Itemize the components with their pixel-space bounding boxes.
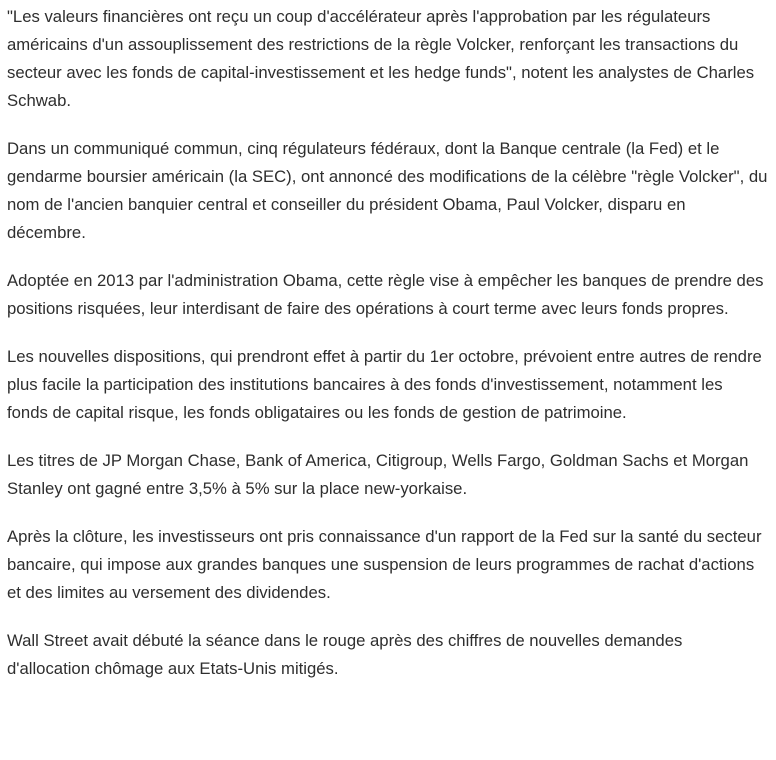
paragraph-6: Après la clôture, les investisseurs ont pris connaissance d'un rapport de la Fed sur la santé du secteur bancaire, qui impose aux grandes banques une suspension de leurs programmes de rachat d'actions et des limites au versement des dividendes.: [7, 527, 762, 602]
paragraph-4: Les nouvelles dispositions, qui prendront effet à partir du 1er octobre, prévoient entre autres de rendre plus facile la participation des institutions bancaires à des fonds d'investissement, notamment les fonds de capital risque, les fonds obligataires ou les fonds de gestion de patrimoine.: [7, 347, 762, 422]
paragraph-2: Dans un communiqué commun, cinq régulateurs fédéraux, dont la Banque centrale (la Fed) et le gendarme boursier américain (la SEC), ont annoncé des modifications de la célèbre "règle Volcker", du nom de l'ancien banquier central et conseiller du président Obama, Paul Volcker, disparu en décembre.: [7, 139, 768, 242]
paragraph-3: Adoptée en 2013 par l'administration Obama, cette règle vise à empêcher les banques de prendre des positions risquées, leur interdisant de faire des opérations à court terme avec leurs fonds propres.: [7, 271, 764, 318]
paragraph-1: "Les valeurs financières ont reçu un coup d'accélérateur après l'approbation par les régulateurs américains d'un assouplissement des restrictions de la règle Volcker, renforçant les transactions du secteur avec les fonds de capital-investissement et les hedge funds", notent les analystes de Charles Schwab.: [7, 7, 755, 110]
paragraph-5: Les titres de JP Morgan Chase, Bank of America, Citigroup, Wells Fargo, Goldman Sachs et Morgan Stanley ont gagné entre 3,5% à 5% sur la place new-yorkaise.: [7, 451, 749, 498]
paragraph-7: Wall Street avait débuté la séance dans le rouge après des chiffres de nouvelles demandes d'allocation chômage aux Etats-Unis mitigés.: [7, 631, 683, 678]
